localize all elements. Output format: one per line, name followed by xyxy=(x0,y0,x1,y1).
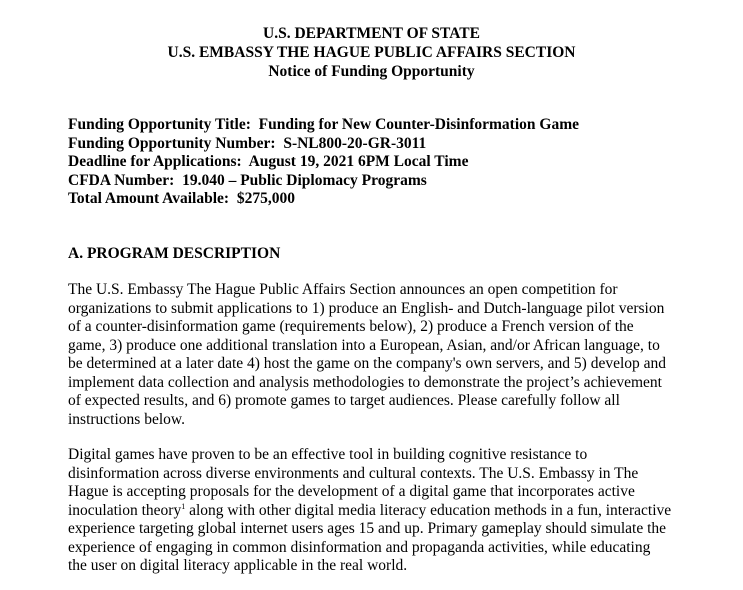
funding-title-row xyxy=(68,116,579,135)
paragraph-line-remainder: along with other digital media literacy education methods in a fun, interactive xyxy=(185,501,672,519)
document-header xyxy=(0,24,743,81)
paragraph-line: experience targeting global internet users ages 15 and up. Primary gameplay should simulate the xyxy=(68,520,667,537)
cfda-row xyxy=(68,172,579,191)
funding-details xyxy=(68,116,579,209)
cfda-label: CFDA Number: xyxy=(68,171,175,189)
paragraph-line-with-footnote xyxy=(68,502,708,521)
digital-games-paragraph xyxy=(68,446,708,576)
amount-label: Total Amount Available: xyxy=(68,190,230,207)
notice-title: Notice of Funding Opportunity xyxy=(268,63,475,80)
paragraph-line: experience of engaging in common disinformation and propaganda activities, while educating xyxy=(68,538,651,556)
footnote-marker[interactable]: 1 xyxy=(181,501,186,511)
funding-number-row xyxy=(68,135,579,154)
funding-title-value: Funding for New Counter-Disinformation Game xyxy=(258,116,579,133)
paragraph-line: instructions below. xyxy=(68,410,185,428)
paragraph-line: Hague is accepting proposals for the development of a digital game that incorporates active xyxy=(68,483,635,500)
deadline-value: August 19, 2021 6PM Local Time xyxy=(248,153,469,170)
deadline-label: Deadline for Applications: xyxy=(68,153,242,170)
paragraph-line: implement data collection and analysis methodologies to demonstrate the project’s achievement xyxy=(68,373,662,391)
paragraph-line: the user on digital literacy applicable in the real world. xyxy=(68,557,408,574)
department-title: U.S. DEPARTMENT OF STATE xyxy=(263,25,480,42)
deadline-row xyxy=(68,153,579,172)
amount-value: $275,000 xyxy=(236,190,295,207)
paragraph-line: The U.S. Embassy The Hague Public Affairs Section announces an open competition for xyxy=(68,281,618,298)
paragraph-line: Digital games have proven to be an effective tool in building cognitive resistance to xyxy=(68,446,588,463)
funding-title-label: Funding Opportunity Title: xyxy=(68,116,251,133)
program-description-paragraph xyxy=(68,281,708,429)
amount-row xyxy=(68,190,579,209)
paragraph-line: organizations to submit applications to 1) produce an English- and Dutch-language pilot version xyxy=(68,299,665,317)
section-heading: A. PROGRAM DESCRIPTION xyxy=(68,245,281,262)
funding-number-label: Funding Opportunity Number: xyxy=(68,134,276,152)
paragraph-line: disinformation across diverse environments and cultural contexts. The U.S. Embassy in The xyxy=(68,464,639,482)
inoculation-theory-text: inoculation theory xyxy=(68,501,182,519)
paragraph-line: of a counter-disinformation game (requirements below), 2) produce a French version of the xyxy=(68,318,634,335)
paragraph-line: be determined at a later date 4) host the game on the company's own servers, and 5) develop and xyxy=(68,355,667,372)
funding-number-value: S-NL800-20-GR-3011 xyxy=(283,134,427,152)
paragraph-line: game, 3) produce one additional translation into a European, Asian, and/or African language, to xyxy=(68,336,660,354)
paragraph-line: of expected results, and 6) promote games to target audiences. Please carefully follow all xyxy=(68,392,620,409)
embassy-section-title: U.S. EMBASSY THE HAGUE PUBLIC AFFAIRS SECTION xyxy=(167,44,576,61)
cfda-value: 19.040 – Public Diplomacy Programs xyxy=(182,171,427,189)
